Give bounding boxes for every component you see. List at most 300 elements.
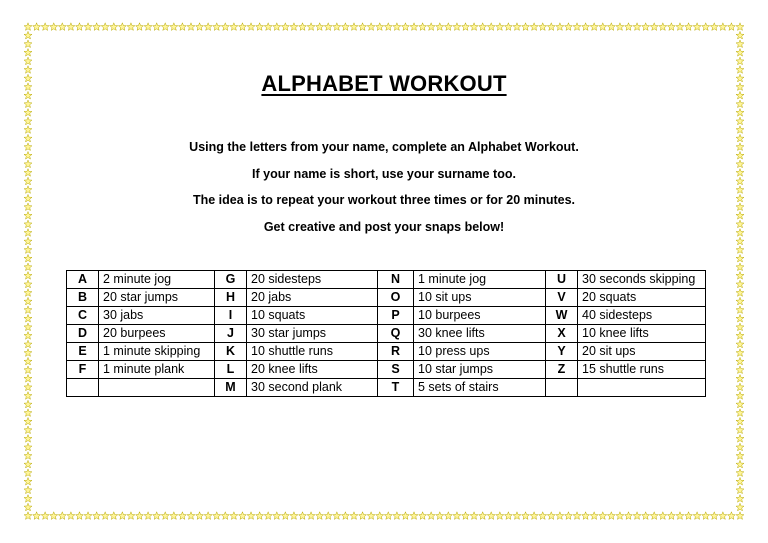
star-icon xyxy=(24,289,32,297)
star-icon xyxy=(633,512,641,520)
star-icon xyxy=(736,357,744,365)
star-icon xyxy=(419,23,427,31)
star-icon xyxy=(75,512,83,520)
star-icon xyxy=(24,392,32,400)
letter-cell: T xyxy=(378,379,414,397)
star-icon xyxy=(376,23,384,31)
star-icon xyxy=(564,512,572,520)
star-icon xyxy=(24,495,32,503)
star-icon xyxy=(341,23,349,31)
star-icon xyxy=(93,23,101,31)
star-icon xyxy=(136,23,144,31)
star-icon xyxy=(582,512,590,520)
star-icon xyxy=(504,23,512,31)
star-icon xyxy=(736,426,744,434)
star-icon xyxy=(213,23,221,31)
star-icon xyxy=(556,512,564,520)
letter-cell: R xyxy=(378,343,414,361)
letter-cell: L xyxy=(215,361,247,379)
star-icon xyxy=(24,272,32,280)
star-icon xyxy=(410,512,418,520)
star-icon xyxy=(659,512,667,520)
instruction-line: If your name is short, use your surname too. xyxy=(252,166,516,181)
star-icon xyxy=(410,23,418,31)
star-icon xyxy=(487,512,495,520)
star-icon xyxy=(736,443,744,451)
star-icon xyxy=(736,340,744,348)
exercise-cell: 20 sit ups xyxy=(578,343,706,361)
exercise-cell: 1 minute skipping xyxy=(99,343,215,361)
star-icon xyxy=(719,512,727,520)
star-icon xyxy=(624,23,632,31)
star-icon xyxy=(67,23,75,31)
exercise-cell: 40 sidesteps xyxy=(578,307,706,325)
star-icon xyxy=(324,512,332,520)
exercise-cell: 2 minute jog xyxy=(99,271,215,289)
star-icon xyxy=(616,512,624,520)
star-icon xyxy=(736,57,744,65)
letter-cell: S xyxy=(378,361,414,379)
exercise-cell xyxy=(99,379,215,397)
exercise-cell: 10 burpees xyxy=(414,307,546,325)
star-icon xyxy=(616,23,624,31)
star-icon xyxy=(496,512,504,520)
star-icon xyxy=(736,469,744,477)
letter-cell: V xyxy=(546,289,578,307)
letter-cell: Z xyxy=(546,361,578,379)
star-icon xyxy=(24,486,32,494)
star-icon xyxy=(67,512,75,520)
exercise-cell: 10 star jumps xyxy=(414,361,546,379)
alphabet-workout-table xyxy=(66,270,706,397)
star-icon xyxy=(453,23,461,31)
table-row xyxy=(67,289,706,307)
star-icon xyxy=(24,349,32,357)
star-icon xyxy=(24,109,32,117)
star-icon xyxy=(736,306,744,314)
letter-cell: F xyxy=(67,361,99,379)
star-icon xyxy=(702,512,710,520)
star-icon xyxy=(693,512,701,520)
star-icon xyxy=(50,512,58,520)
star-icon xyxy=(479,512,487,520)
star-icon xyxy=(153,512,161,520)
star-icon xyxy=(24,40,32,48)
star-icon xyxy=(487,23,495,31)
letter-cell: N xyxy=(378,271,414,289)
star-icon xyxy=(24,452,32,460)
star-icon xyxy=(101,512,109,520)
star-icon xyxy=(359,512,367,520)
star-icon xyxy=(736,400,744,408)
star-icon xyxy=(24,280,32,288)
star-icon xyxy=(522,512,530,520)
star-icon xyxy=(736,477,744,485)
star-icon xyxy=(710,512,718,520)
star-icon xyxy=(513,512,521,520)
star-icon xyxy=(539,23,547,31)
star-icon xyxy=(290,512,298,520)
table-row xyxy=(67,307,706,325)
letter-cell: G xyxy=(215,271,247,289)
star-icon xyxy=(264,512,272,520)
star-icon xyxy=(736,126,744,134)
letter-cell: D xyxy=(67,325,99,343)
exercise-cell: 1 minute plank xyxy=(99,361,215,379)
star-icon xyxy=(273,512,281,520)
star-icon xyxy=(238,23,246,31)
star-icon xyxy=(187,23,195,31)
table-row xyxy=(67,343,706,361)
star-icon xyxy=(736,460,744,468)
star-icon xyxy=(256,23,264,31)
star-icon xyxy=(719,23,727,31)
star-icon xyxy=(659,23,667,31)
star-icon xyxy=(204,23,212,31)
star-icon xyxy=(384,23,392,31)
star-icon xyxy=(599,23,607,31)
exercise-cell: 10 squats xyxy=(247,307,378,325)
star-icon xyxy=(24,126,32,134)
star-icon xyxy=(496,23,504,31)
star-icon xyxy=(24,417,32,425)
exercise-cell: 20 knee lifts xyxy=(247,361,378,379)
exercise-cell: 30 star jumps xyxy=(247,325,378,343)
letter-cell: E xyxy=(67,343,99,361)
star-icon xyxy=(513,23,521,31)
star-icon xyxy=(127,512,135,520)
exercise-cell: 20 sidesteps xyxy=(247,271,378,289)
star-icon xyxy=(582,23,590,31)
star-icon xyxy=(24,435,32,443)
star-icon xyxy=(633,23,641,31)
exercise-cell: 5 sets of stairs xyxy=(414,379,546,397)
star-icon xyxy=(685,23,693,31)
letter-cell: O xyxy=(378,289,414,307)
star-icon xyxy=(736,383,744,391)
star-icon xyxy=(564,23,572,31)
star-icon xyxy=(736,375,744,383)
star-icon xyxy=(736,495,744,503)
star-icon xyxy=(24,469,32,477)
star-icon xyxy=(539,512,547,520)
star-icon xyxy=(273,23,281,31)
star-icon xyxy=(547,23,555,31)
star-icon xyxy=(642,23,650,31)
star-icon xyxy=(427,512,435,520)
star-icon xyxy=(736,100,744,108)
star-icon xyxy=(393,23,401,31)
letter-cell: J xyxy=(215,325,247,343)
star-icon xyxy=(547,512,555,520)
star-icon xyxy=(401,23,409,31)
star-icon xyxy=(153,23,161,31)
letter-cell: W xyxy=(546,307,578,325)
letter-cell: K xyxy=(215,343,247,361)
star-icon xyxy=(462,23,470,31)
star-icon xyxy=(24,314,32,322)
star-icon xyxy=(384,512,392,520)
star-icon xyxy=(376,512,384,520)
star-icon xyxy=(736,254,744,262)
star-icon xyxy=(693,23,701,31)
star-icon xyxy=(590,512,598,520)
letter-cell xyxy=(67,379,99,397)
star-icon xyxy=(522,23,530,31)
star-icon xyxy=(24,323,32,331)
star-icon xyxy=(436,512,444,520)
exercise-cell: 1 minute jog xyxy=(414,271,546,289)
letter-cell: P xyxy=(378,307,414,325)
star-icon xyxy=(530,512,538,520)
star-icon xyxy=(436,23,444,31)
star-icon xyxy=(24,306,32,314)
star-icon xyxy=(736,109,744,117)
exercise-cell: 10 press ups xyxy=(414,343,546,361)
star-icon xyxy=(161,512,169,520)
star-icon xyxy=(41,23,49,31)
star-icon xyxy=(24,477,32,485)
star-icon xyxy=(573,512,581,520)
star-icon xyxy=(24,23,32,31)
star-icon xyxy=(607,512,615,520)
exercise-cell: 15 shuttle runs xyxy=(578,361,706,379)
star-icon xyxy=(702,23,710,31)
star-icon xyxy=(24,366,32,374)
star-icon xyxy=(58,512,66,520)
star-icon xyxy=(736,40,744,48)
star-icon xyxy=(230,512,238,520)
star-icon xyxy=(453,512,461,520)
star-icon xyxy=(427,23,435,31)
exercise-cell: 20 star jumps xyxy=(99,289,215,307)
star-icon xyxy=(685,512,693,520)
star-icon xyxy=(24,383,32,391)
star-icon xyxy=(333,23,341,31)
star-icon xyxy=(736,246,744,254)
star-icon xyxy=(24,297,32,305)
letter-cell: M xyxy=(215,379,247,397)
star-icon xyxy=(350,512,358,520)
star-icon xyxy=(144,23,152,31)
star-icon xyxy=(393,512,401,520)
star-icon xyxy=(247,512,255,520)
star-icon xyxy=(187,512,195,520)
star-icon xyxy=(238,512,246,520)
star-icon xyxy=(221,23,229,31)
star-icon xyxy=(470,23,478,31)
star-icon xyxy=(590,23,598,31)
star-icon xyxy=(127,23,135,31)
star-icon xyxy=(196,23,204,31)
star-icon xyxy=(307,23,315,31)
star-icon xyxy=(650,512,658,520)
star-icon xyxy=(736,289,744,297)
exercise-cell: 30 knee lifts xyxy=(414,325,546,343)
star-icon xyxy=(24,263,32,271)
star-icon xyxy=(170,23,178,31)
star-icon xyxy=(196,512,204,520)
star-icon xyxy=(556,23,564,31)
star-icon xyxy=(444,512,452,520)
star-icon xyxy=(24,340,32,348)
exercise-cell xyxy=(578,379,706,397)
star-icon xyxy=(24,117,32,125)
instruction-line: Using the letters from your name, complete an Alphabet Workout. xyxy=(189,140,579,154)
star-icon xyxy=(727,512,735,520)
star-icon xyxy=(736,435,744,443)
star-icon xyxy=(736,263,744,271)
star-icon xyxy=(24,503,32,511)
star-icon xyxy=(178,512,186,520)
star-icon xyxy=(736,332,744,340)
star-icon xyxy=(736,323,744,331)
star-icon xyxy=(204,512,212,520)
star-icon xyxy=(710,23,718,31)
star-icon xyxy=(736,452,744,460)
letter-cell: Y xyxy=(546,343,578,361)
star-icon xyxy=(444,23,452,31)
star-icon xyxy=(736,503,744,511)
star-icon xyxy=(290,23,298,31)
star-icon xyxy=(84,512,92,520)
star-icon xyxy=(676,512,684,520)
star-icon xyxy=(178,23,186,31)
star-icon xyxy=(333,512,341,520)
star-icon xyxy=(736,409,744,417)
star-icon xyxy=(118,512,126,520)
star-icon xyxy=(170,512,178,520)
exercise-cell: 10 shuttle runs xyxy=(247,343,378,361)
star-icon xyxy=(24,246,32,254)
star-icon xyxy=(736,272,744,280)
star-icon xyxy=(144,512,152,520)
star-icon xyxy=(736,117,744,125)
star-icon xyxy=(307,512,315,520)
exercise-cell: 20 jabs xyxy=(247,289,378,307)
star-icon xyxy=(118,23,126,31)
star-icon xyxy=(161,23,169,31)
letter-cell: B xyxy=(67,289,99,307)
star-icon xyxy=(401,512,409,520)
star-icon xyxy=(667,512,675,520)
star-icon xyxy=(642,512,650,520)
instruction-line: The idea is to repeat your workout three times or for 20 minutes. xyxy=(192,193,576,207)
star-icon xyxy=(736,280,744,288)
star-icon xyxy=(256,512,264,520)
letter-cell: Q xyxy=(378,325,414,343)
star-icon xyxy=(736,366,744,374)
star-icon xyxy=(316,23,324,31)
star-icon xyxy=(736,392,744,400)
star-icon xyxy=(24,31,32,39)
instructions xyxy=(0,137,768,243)
exercise-cell: 20 squats xyxy=(578,289,706,307)
star-icon xyxy=(24,254,32,262)
star-icon xyxy=(736,486,744,494)
star-icon xyxy=(462,512,470,520)
exercise-cell: 30 seconds skipping xyxy=(578,271,706,289)
star-icon xyxy=(110,23,118,31)
star-icon xyxy=(213,512,221,520)
star-icon xyxy=(281,23,289,31)
star-icon xyxy=(650,23,658,31)
star-icon xyxy=(530,23,538,31)
star-icon xyxy=(24,400,32,408)
exercise-cell: 10 knee lifts xyxy=(578,325,706,343)
letter-cell: X xyxy=(546,325,578,343)
exercise-cell: 30 second plank xyxy=(247,379,378,397)
exercise-cell: 30 jabs xyxy=(99,307,215,325)
star-icon xyxy=(736,31,744,39)
star-icon xyxy=(93,512,101,520)
instruction-line: Get creative and post your snaps below! xyxy=(263,219,505,234)
star-icon xyxy=(736,23,744,31)
letter-cell: C xyxy=(67,307,99,325)
star-icon xyxy=(24,460,32,468)
star-icon xyxy=(41,512,49,520)
star-icon xyxy=(24,332,32,340)
star-icon xyxy=(359,23,367,31)
star-icon xyxy=(736,417,744,425)
star-icon xyxy=(101,23,109,31)
table-row xyxy=(67,361,706,379)
table-row xyxy=(67,271,706,289)
page-title xyxy=(0,70,768,98)
star-icon xyxy=(136,512,144,520)
star-icon xyxy=(504,512,512,520)
star-icon xyxy=(24,512,32,520)
star-icon xyxy=(75,23,83,31)
star-icon xyxy=(607,23,615,31)
star-icon xyxy=(624,512,632,520)
star-icon xyxy=(84,23,92,31)
star-icon xyxy=(24,426,32,434)
page-title-text: ALPHABET WORKOUT xyxy=(261,71,507,96)
star-icon xyxy=(247,23,255,31)
star-icon xyxy=(24,443,32,451)
star-icon xyxy=(24,57,32,65)
star-icon xyxy=(264,23,272,31)
letter-cell xyxy=(546,379,578,397)
star-icon xyxy=(367,23,375,31)
star-icon xyxy=(350,23,358,31)
star-icon xyxy=(419,512,427,520)
star-icon xyxy=(24,375,32,383)
star-icon xyxy=(24,100,32,108)
star-icon xyxy=(573,23,581,31)
star-icon xyxy=(24,357,32,365)
star-icon xyxy=(736,297,744,305)
star-icon xyxy=(24,409,32,417)
table-row xyxy=(67,325,706,343)
star-icon xyxy=(736,49,744,57)
letter-cell: I xyxy=(215,307,247,325)
star-icon xyxy=(324,23,332,31)
star-icon xyxy=(230,23,238,31)
star-icon xyxy=(667,23,675,31)
star-icon xyxy=(736,512,744,520)
star-icon xyxy=(299,23,307,31)
table-row xyxy=(67,379,706,397)
star-icon xyxy=(24,49,32,57)
star-icon xyxy=(299,512,307,520)
star-icon xyxy=(736,349,744,357)
star-icon xyxy=(281,512,289,520)
star-icon xyxy=(58,23,66,31)
star-icon xyxy=(479,23,487,31)
star-icon xyxy=(221,512,229,520)
